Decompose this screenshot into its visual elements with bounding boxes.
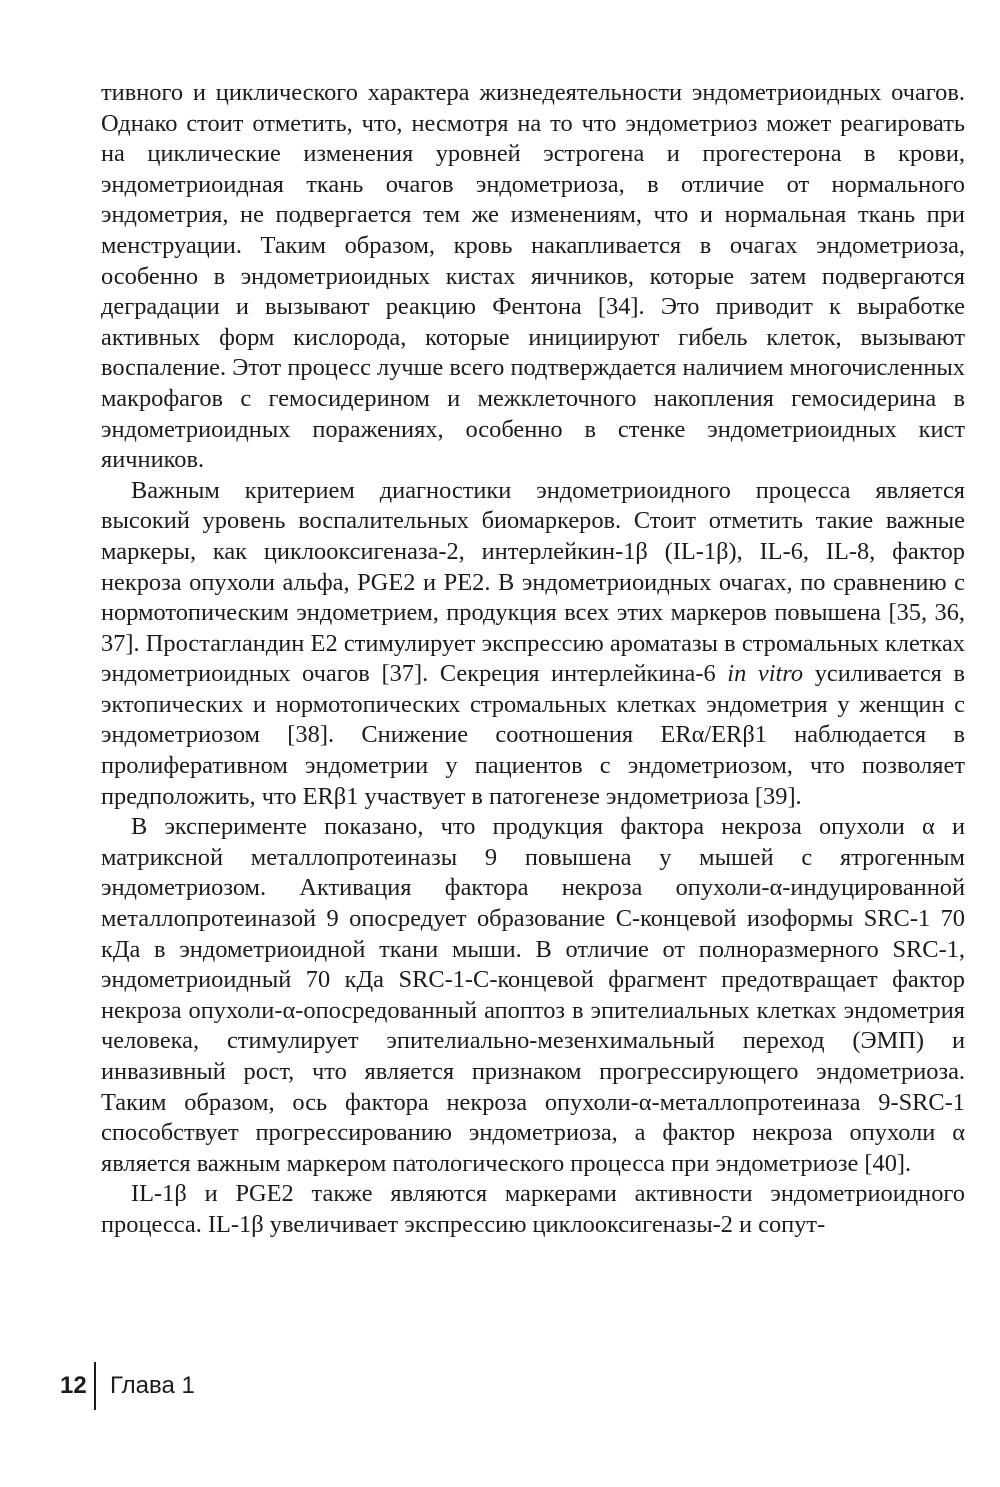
page-number: 12 [60,1372,87,1399]
paragraph-4: IL-1β и PGE2 также являются маркерами активности эндометриоидного процесса. IL-1β увеличивает экспрессию циклооксигеназы-2 и сопут- [101,1180,965,1238]
paragraph-3: В эксперименте показано, что продукция фактора некроза опухоли α и матриксной металлопротеиназы 9 повышена у мышей с ятрогенным эндометриозом. Активация фактора некроза опухоли-α-индуцированной металлопротеиназой 9 опосредует образование C-концевой изоформы SRC-1 70 кДа в эндометриоидной ткани мыши. В отличие от полноразмерного SRC-1, эндометриоидный 70 кДа SRC-1-C-концевой фрагмент предотвращает фактор некроза опухоли-α-опосредованный апоптоз в эпителиальных клетках эндометрия человека, стимулирует эпителиально-мезенхимальный переход (ЭМП) и инвазивный рост, что является признаком прогрессирующего эндометриоза. Таким образом, ось фактора некроза опухоли-α-металлопротеиназа 9-SRC-1 способствует прогрессированию эндометриоза, а фактор некроза опухоли α является важным маркером патологического процесса при эндометриозе [40]. [101,813,965,1177]
paragraph-2-text-after-italic: усиливается в эктопических и нормотопических стромальных клетках эндометрия у женщин с эндометриозом [38]. Снижение соотношения ERα/ERβ1 наблюдается в пролиферативном эндометрии у пациентов с эндометриозом, что позволяет предположить, что ERβ1 участвует в патогенезе эндометриоза [39]. [101,660,966,810]
body-text [101,78,965,1241]
paragraph-1: тивного и циклического характера жизнедеятельности эндометриоидных очагов. Однако стоит отметить, что, несмотря на то что эндометриоз может реагировать на циклические изменения уровней эстрогена и прогестерона в крови, эндометриоидная ткань очагов эндометриоза, в отличие от нормального эндометрия, не подвергается тем же изменениям, что и нормальная ткань при менструации. Таким образом, кровь накапливается в очагах эндометриоза, особенно в эндометриоидных кистах яичников, которые затем подвергаются деградации и вызывают реакцию Фентона [34]. Это приводит к выработке активных форм кислорода, которые инициируют гибель клеток, вызывают воспаление. Этот процесс лучше всего подтверждается наличием многочисленных макрофагов с гемосидерином и межклеточного накопления гемосидерина в эндометриоидных поражениях, особенно в стенке эндометриоидных кист яичников. [101,79,965,474]
page-footer [0,1362,1000,1422]
paragraph-2-italic-term: in vitro [727,660,804,688]
paragraph-2 [101,476,965,813]
footer-divider [94,1362,96,1410]
paragraph-2-text-before-italic: Важным критерием диагностики эндометриоидного процесса является высокий уровень воспалительных биомаркеров. Стоит отметить такие важные маркеры, как циклооксигеназа-2, интерлейкин-1β (IL-1β), IL-6, IL-8, фактор некроза опухоли альфа, PGE2 и PE2. В эндометриоидных очагах, по сравнению с нормотопическим эндометрием, продукция всех этих маркеров повышена [35, 36, 37]. Простагландин E2 стимулирует экспрессию ароматазы в стромальных клетках эндометриоидных очагов [37]. Секреция интерлейкина-6 [101,476,965,688]
chapter-label: Глава 1 [110,1372,195,1399]
